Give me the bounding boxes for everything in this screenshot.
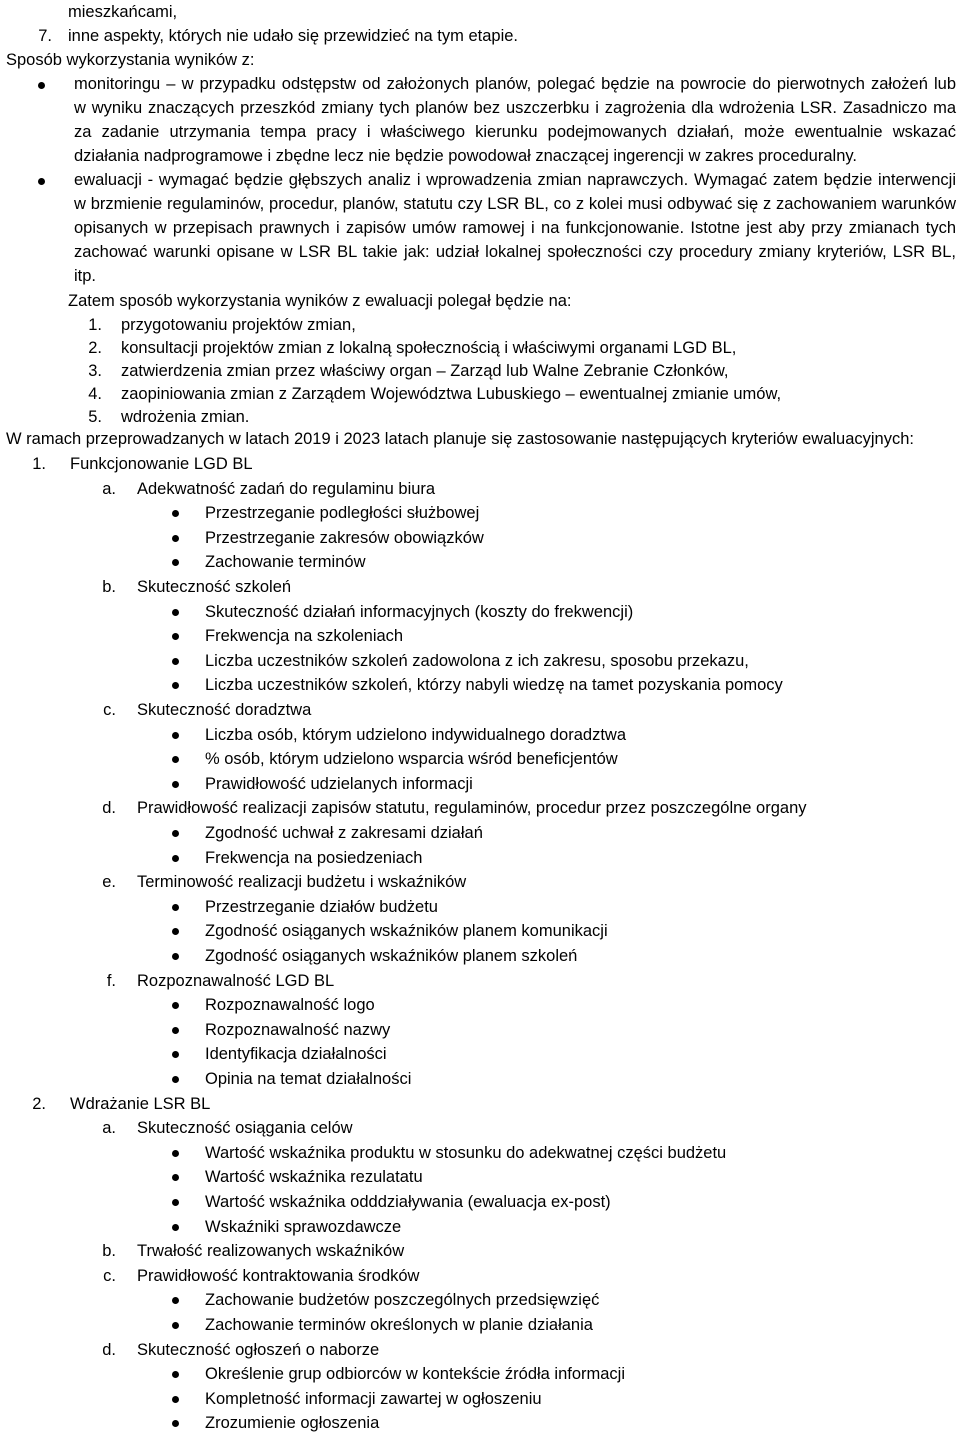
section-number: 1. [32,455,46,473]
list-item: zatwierdzenia zmian przez właściwy organ – Zarząd lub Walne Zebranie Członków, [121,362,729,380]
bullet-item: Wartość wskaźnika produktu w stosunku do adekwatnej części budżetu [205,1144,727,1162]
list-number: 5. [88,408,102,426]
bullet-item: Zachowanie terminów [205,553,366,571]
bullet-icon [172,559,179,566]
bullet-icon [172,682,179,689]
bullet-item: Przestrzeganie zakresów obowiązków [205,529,484,547]
paragraph-line: w wyniku znaczących przeszkód zmiany tych planów bez uszczerbku i zagrożenia dla wdrożenia LSR. Zasadniczo ma [74,99,956,117]
group-letter: a. [102,480,116,498]
group-letter: d. [102,1341,116,1359]
bullet-icon [38,178,45,185]
text-line: Zatem sposób wykorzystania wyników z ewaluacji polegał będzie na: [68,292,572,310]
bullet-item: Przestrzeganie podległości służbowej [205,504,480,522]
bullet-item: Skuteczność działań informacyjnych (koszty do frekwencji) [205,603,634,621]
group-letter: c. [103,701,116,719]
bullet-item: Liczba uczestników szkoleń zadowolona z ich zakresu, sposobu przekazu, [205,652,749,670]
paragraph-line: itp. [74,267,97,285]
section-title: Funkcjonowanie LGD BL [70,455,253,473]
group-letter: c. [103,1267,116,1285]
group-title: Terminowość realizacji budżetu i wskaźników [137,873,467,891]
list-number: 7. [38,27,52,45]
paragraph-line: za zadanie utrzymania tempa pracy i właściwego kierunku podejmowanych działań, może ewentualnie wskazać [74,123,956,141]
bullet-item: Zgodność uchwał z zakresami działań [205,824,483,842]
bullet-item: Wartość wskaźnika rezulatatu [205,1168,423,1186]
bullet-item: Wartość wskaźnika odddziaływania (ewaluacja ex-post) [205,1193,611,1211]
section-heading: Sposób wykorzystania wyników z: [6,51,255,69]
group-letter: b. [102,578,116,596]
list-item: wdrożenia zmian. [121,408,250,426]
bullet-icon [172,1002,179,1009]
bullet-item: Zachowanie budżetów poszczególnych przedsięwzięć [205,1291,600,1309]
group-title: Adekwatność zadań do regulaminu biura [137,480,436,498]
bullet-item: Prawidłowość udzielanych informacji [205,775,473,793]
group-letter: a. [102,1119,116,1137]
bullet-icon [172,1297,179,1304]
bullet-item: Kompletność informacji zawartej w ogłoszeniu [205,1390,542,1408]
group-title: Skuteczność szkoleń [137,578,292,596]
group-title: Skuteczność doradztwa [137,701,312,719]
bullet-icon [172,658,179,665]
group-title: Prawidłowość realizacji zapisów statutu, regulaminów, procedur przez poszczególne organy [137,799,807,817]
bullet-icon [172,904,179,911]
bullet-item: Wskaźniki sprawozdawcze [205,1218,402,1236]
section-title: Wdrażanie LSR BL [70,1095,211,1113]
group-letter: d. [102,799,116,817]
list-item: zaopiniowania zmian z Zarządem Województwa Lubuskiego – ewentualnej zmianie umów, [121,385,782,403]
bullet-item: Przestrzeganie działów budżetu [205,898,438,916]
list-number: 2. [88,339,102,357]
bullet-icon [172,1150,179,1157]
bullet-icon [172,1027,179,1034]
group-title: Trwałość realizowanych wskaźników [137,1242,405,1260]
bullet-icon [172,1396,179,1403]
bullet-icon [172,756,179,763]
bullet-icon [172,1322,179,1329]
group-title: Skuteczność ogłoszeń o naborze [137,1341,380,1359]
paragraph-line: opisanych w przepisach prawnych i zapisów umów ramowej i na funkcjonowanie. Istotne jest aby przy zmianach tych [74,219,956,237]
paragraph-line: w brzmienie regulaminów, procedur, planów, statutu czy LSR BL, co z kolei musi odbywać się z zachowaniem warunków [74,195,956,213]
bullet-icon [172,633,179,640]
paragraph-line: ewaluacji - wymagać będzie głębszych analiz i wprowadzenia zmian naprawczych. Wymagać zatem będzie interwencji [74,171,956,189]
bullet-icon [172,1224,179,1231]
bullet-item: Frekwencja na posiedzeniach [205,849,423,867]
bullet-item: Liczba osób, którym udzielono indywidualnego doradztwa [205,726,626,744]
bullet-icon [172,1051,179,1058]
bullet-icon [172,953,179,960]
bullet-icon [172,830,179,837]
bullet-item: Identyfikacja działalności [205,1045,387,1063]
bullet-item: Rozpoznawalność logo [205,996,375,1014]
bullet-icon [172,928,179,935]
group-title: Rozpoznawalność LGD BL [137,972,335,990]
list-number: 4. [88,385,102,403]
bullet-icon [172,1199,179,1206]
paragraph-line: działania nadprogramowe i zbędne lecz nie będzie powodował znaczącej ingerencji w zakres proceduralny. [74,147,857,165]
group-letter: e. [102,873,116,891]
paragraph-line: zachować warunki opisane w LSR BL takie jak: udział lokalnej społeczności czy procedury zmiany kryteriów, LSR BL, [74,243,956,261]
group-title: Prawidłowość kontraktowania środków [137,1267,420,1285]
bullet-icon [172,1371,179,1378]
group-letter: b. [102,1242,116,1260]
list-item: konsultacji projektów zmian z lokalną społecznością i właściwymi organami LGD BL, [121,339,737,357]
bullet-item: Zgodność osiąganych wskaźników planem komunikacji [205,922,608,940]
bullet-item: Rozpoznawalność nazwy [205,1021,391,1039]
bullet-icon [172,535,179,542]
bullet-icon [172,1420,179,1427]
bullet-icon [172,510,179,517]
group-letter: f. [106,972,116,990]
group-title: Skuteczność osiągania celów [137,1119,353,1137]
bullet-item: Frekwencja na szkoleniach [205,627,404,645]
bullet-icon [38,82,45,89]
list-item: przygotowaniu projektów zmian, [121,316,356,334]
bullet-item: Określenie grup odbiorców w kontekście źródła informacji [205,1365,626,1383]
bullet-icon [172,732,179,739]
bullet-item: Zachowanie terminów określonych w planie działania [205,1316,593,1334]
text-line: mieszkańcami, [68,3,178,21]
bullet-item: Zrozumienie ogłoszenia [205,1414,380,1432]
bullet-item: % osób, którym udzielono wsparcia wśród beneficjentów [205,750,618,768]
bullet-icon [172,781,179,788]
bullet-icon [172,1174,179,1181]
section-number: 2. [32,1095,46,1113]
bullet-item: Zgodność osiąganych wskaźników planem szkoleń [205,947,578,965]
bullet-item: Liczba uczestników szkoleń, którzy nabyli wiedzę na tamet pozyskania pomocy [205,676,783,694]
bullet-icon [172,1076,179,1083]
list-number: 3. [88,362,102,380]
paragraph-line: monitoringu – w przypadku odstępstw od założonych planów, polegać będzie na powrocie do pierwotnych założeń lub [74,75,956,93]
section-heading: W ramach przeprowadzanych w latach 2019 i 2023 latach planuje się zastosowanie następujących kryteriów ewaluacyjnych: [6,430,914,448]
bullet-icon [172,609,179,616]
text-line: inne aspekty, których nie udało się przewidzieć na tym etapie. [68,27,519,45]
bullet-icon [172,855,179,862]
list-number: 1. [88,316,102,334]
bullet-item: Opinia na temat działalności [205,1070,412,1088]
